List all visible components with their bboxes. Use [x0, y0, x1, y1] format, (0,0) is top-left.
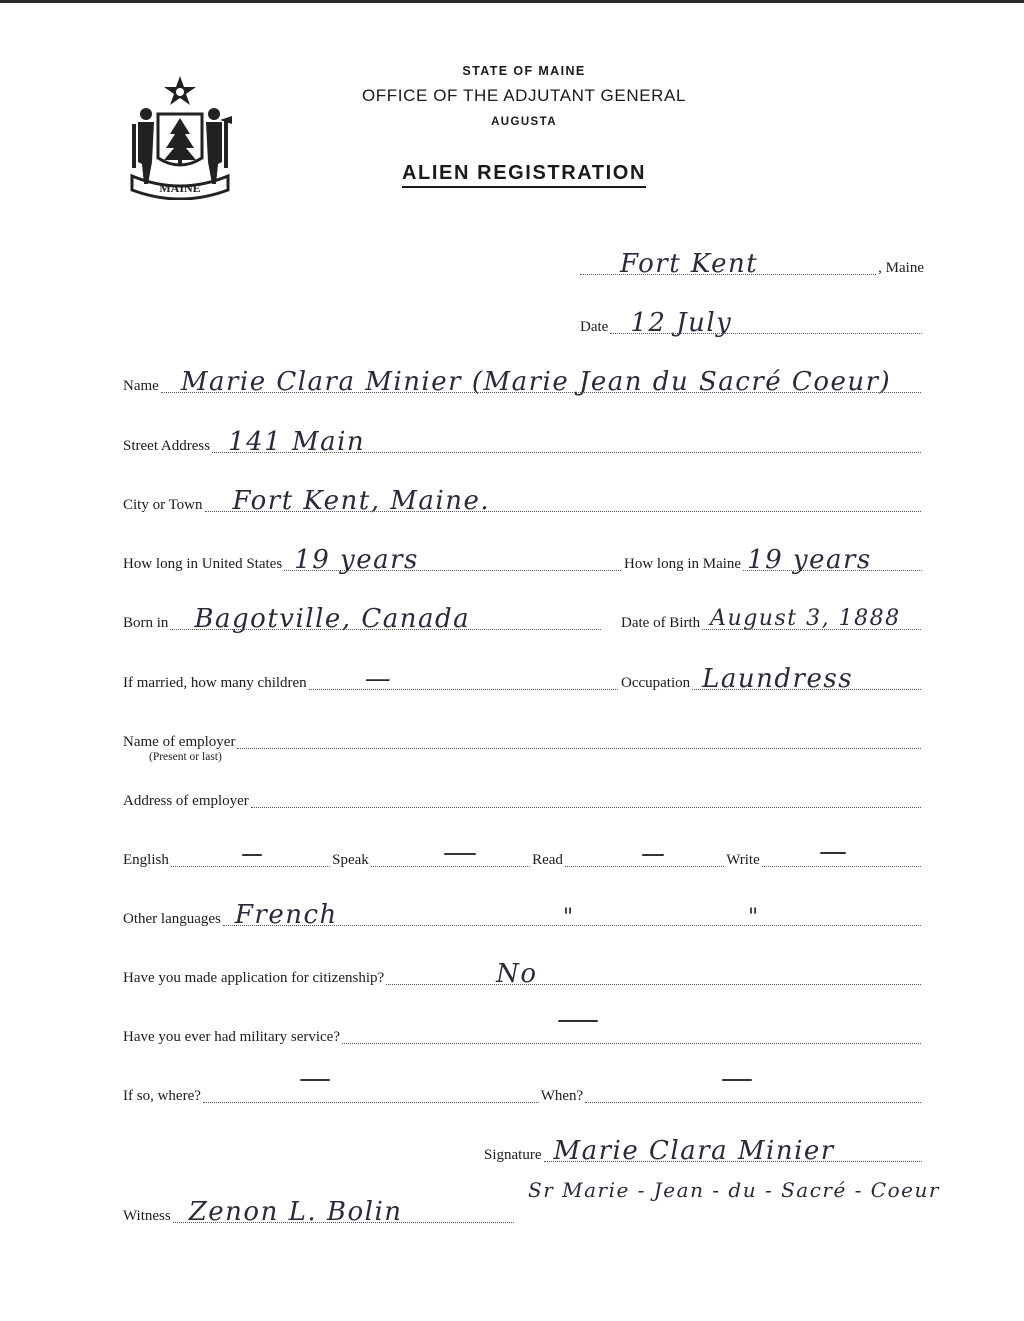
dob-value: August 3, 1888 [710, 606, 901, 631]
citizenship-field[interactable] [386, 959, 921, 990]
speak-dash-mark [444, 853, 476, 855]
name-row [123, 367, 923, 398]
occupation-field[interactable] [692, 664, 921, 695]
dob-field[interactable] [702, 606, 921, 635]
citizenship-value: No [496, 959, 538, 989]
if-so-dash-mark [300, 1079, 330, 1081]
occupation-label: Occupation [621, 675, 691, 691]
city-label: City or Town [123, 497, 203, 513]
signature-value: Marie Clara Minier [553, 1136, 835, 1166]
children-field[interactable] [309, 664, 618, 695]
witness-row [123, 1197, 516, 1228]
military-dash-mark [558, 1020, 598, 1022]
children-value: — [364, 664, 393, 694]
date-row [580, 308, 924, 339]
date-value: 12 July [630, 308, 733, 338]
signature-field[interactable] [544, 1136, 923, 1167]
employer-address-label: Address of employer [123, 793, 249, 809]
how-long-us-value: 19 years [294, 545, 419, 575]
how-long-us-field[interactable] [284, 545, 621, 576]
form-title-text: ALIEN REGISTRATION [402, 162, 646, 188]
employer-row [123, 728, 923, 754]
military-row [123, 1023, 923, 1049]
when-field[interactable] [585, 1084, 921, 1108]
english-dash-mark [242, 854, 262, 856]
write-ditto-mark: " [748, 905, 760, 930]
if-so-label: If so, where? [123, 1088, 201, 1104]
born-in-label: Born in [123, 615, 169, 631]
dob-row [621, 606, 923, 635]
signature-row [484, 1136, 924, 1167]
name-field[interactable] [161, 367, 921, 398]
read-ditto-mark: " [563, 905, 575, 930]
how-long-us-row [123, 545, 623, 576]
occupation-value: Laundress [702, 664, 854, 694]
street-label: Street Address [123, 438, 211, 454]
how-long-us-label: How long in United States [123, 556, 283, 572]
scan-edge-line [0, 0, 1024, 3]
how-long-maine-value: 19 years [747, 545, 872, 575]
born-in-field[interactable] [170, 604, 601, 635]
seal-banner-text: MAINE [159, 181, 201, 195]
occupation-row [621, 664, 923, 695]
name-value: Marie Clara Minier (Marie Jean du Sacré Coeur) [180, 367, 892, 397]
military-field[interactable] [342, 1025, 921, 1049]
write-label: Write [726, 852, 760, 868]
header-office: OFFICE OF THE ADJUTANT GENERAL [361, 86, 687, 105]
place-row [578, 249, 924, 280]
english-label: English [123, 852, 169, 868]
employer-sublabel: (Present or last) [149, 751, 222, 763]
place-value: Fort Kent [620, 249, 759, 279]
street-row [123, 427, 923, 458]
place-suffix-label: , Maine [878, 260, 924, 276]
form-title [12, 162, 1024, 185]
witness-value: Zenon L. Bolin [188, 1197, 403, 1227]
write-dash-mark [820, 852, 846, 854]
name-label: Name [123, 378, 159, 394]
place-field[interactable] [580, 249, 876, 280]
employer-address-row [123, 787, 923, 813]
street-field[interactable] [212, 427, 921, 458]
signature-label: Signature [484, 1147, 542, 1163]
if-so-field[interactable] [203, 1084, 539, 1108]
employer-label: Name of employer [123, 734, 236, 750]
speak-field[interactable] [371, 848, 530, 872]
if-so-row [123, 1082, 923, 1108]
how-long-maine-field[interactable] [743, 545, 922, 576]
when-dash-mark [722, 1079, 752, 1081]
witness-field[interactable] [173, 1197, 514, 1228]
date-field[interactable] [610, 308, 922, 339]
how-long-maine-label: How long in Maine [624, 556, 742, 572]
city-value: Fort Kent, Maine. [232, 486, 491, 516]
other-languages-row [123, 900, 923, 931]
when-label: When? [540, 1088, 584, 1104]
read-field[interactable] [565, 848, 724, 872]
header-state: STATE OF MAINE [462, 64, 586, 78]
citizenship-row [123, 959, 923, 990]
english-row [123, 846, 923, 872]
speak-label: Speak [332, 852, 369, 868]
military-label: Have you ever had military service? [123, 1029, 340, 1045]
dob-label: Date of Birth [621, 615, 701, 631]
employer-address-field[interactable] [251, 789, 921, 813]
date-label: Date [580, 319, 609, 335]
born-in-value: Bagotville, Canada [194, 604, 471, 634]
signature-second-line: Sr Marie - Jean - du - Sacré - Coeur [528, 1178, 940, 1202]
read-dash-mark [642, 854, 664, 856]
english-field[interactable] [171, 848, 330, 872]
how-long-maine-row [624, 545, 924, 576]
other-languages-label: Other languages [123, 911, 221, 927]
city-field[interactable] [205, 486, 921, 517]
born-in-row [123, 604, 603, 635]
witness-label: Witness [123, 1208, 171, 1224]
read-label: Read [532, 852, 563, 868]
street-value: 141 Main [228, 427, 366, 457]
children-row [123, 664, 620, 695]
other-languages-value: French [234, 900, 338, 930]
children-label: If married, how many children [123, 675, 307, 691]
citizenship-label: Have you made application for citizenship? [123, 970, 385, 986]
header-city: AUGUSTA [491, 116, 557, 128]
city-row [123, 486, 923, 517]
employer-field[interactable] [237, 730, 921, 754]
